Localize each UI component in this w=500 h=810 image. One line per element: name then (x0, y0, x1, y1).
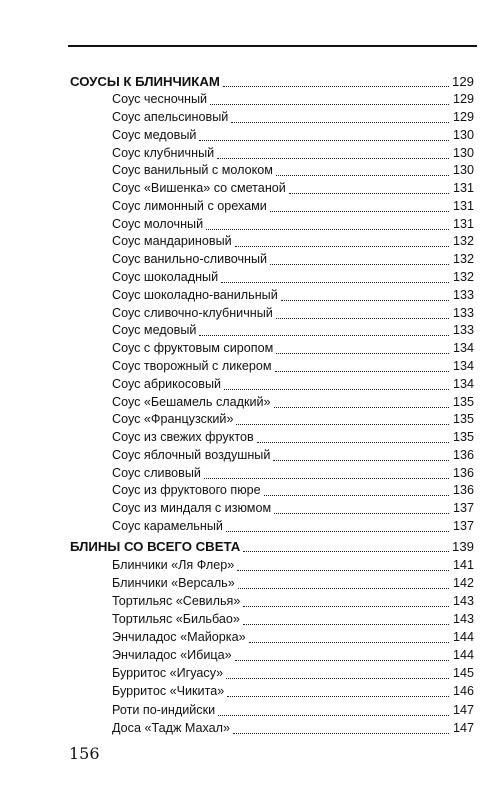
dot-leader (289, 193, 449, 194)
dot-leader (243, 606, 449, 607)
entry-page: 131 (452, 216, 474, 231)
entry-page: 130 (452, 127, 474, 142)
entry-title: Тортильяс «Бильбао» (112, 612, 240, 626)
dot-leader (223, 86, 449, 87)
toc-entry[interactable] (112, 110, 474, 127)
entry-page: 147 (452, 702, 474, 717)
entry-title: Соус молочный (112, 216, 204, 231)
entry-page: 135 (452, 394, 474, 409)
entry-title: Соус карамельный (112, 518, 223, 533)
entry-page: 131 (452, 181, 474, 196)
dot-leader (270, 211, 449, 212)
dot-leader (236, 424, 449, 425)
entry-page: 129 (452, 110, 474, 124)
entry-page: 132 (452, 252, 474, 267)
toc-entry[interactable] (112, 181, 474, 198)
entry-title: Бурритос «Игуасу» (112, 666, 224, 681)
entry-page: 137 (452, 501, 474, 516)
entry-page: 143 (452, 612, 474, 626)
entry-page: 134 (452, 358, 474, 373)
toc-entry[interactable] (112, 234, 474, 251)
dot-leader (281, 300, 449, 301)
dot-leader (204, 478, 449, 479)
dot-leader (199, 335, 449, 336)
toc-entry[interactable] (112, 146, 474, 163)
toc-entry[interactable] (112, 323, 474, 340)
toc-entry[interactable] (112, 288, 474, 305)
section-page: 139 (452, 539, 475, 554)
toc-entry[interactable] (112, 558, 474, 575)
entry-title: Бурритос «Чикита» (112, 684, 225, 699)
entry-page: 141 (452, 557, 474, 572)
entry-page: 135 (452, 412, 474, 427)
dot-leader (217, 158, 449, 159)
toc-entry[interactable] (112, 501, 474, 518)
toc-entry[interactable] (112, 703, 474, 720)
entry-page: 146 (452, 684, 474, 699)
entry-title: Соус из свежих фруктов (112, 430, 254, 444)
entry-page: 136 (452, 483, 474, 498)
entry-page: 130 (452, 145, 474, 160)
entry-page: 136 (452, 465, 474, 480)
dot-leader (233, 733, 449, 734)
entry-page: 144 (452, 630, 474, 645)
entry-title: Соус «Бешамель сладкий» (112, 394, 271, 409)
toc-entry[interactable] (112, 630, 474, 647)
dot-leader (221, 282, 449, 283)
entry-page: 132 (452, 270, 474, 284)
toc-entry[interactable] (112, 199, 474, 216)
entry-page: 129 (452, 92, 474, 107)
entry-page: 145 (452, 666, 474, 681)
entry-title: Соус абрикосовый (112, 376, 222, 391)
entry-page: 134 (452, 376, 474, 391)
dot-leader (276, 175, 449, 176)
page-number: 156 (69, 744, 100, 763)
entry-page: 143 (452, 593, 474, 608)
entry-page: 134 (452, 341, 474, 356)
dot-leader (226, 531, 449, 532)
entry-title: Соус «Вишенка» со сметаной (112, 181, 286, 196)
toc-entry[interactable] (112, 519, 474, 536)
entry-page: 142 (452, 575, 474, 590)
entry-page: 130 (452, 163, 474, 178)
entry-title: Соус из миндаля с изюмом (112, 501, 272, 516)
dot-leader (226, 678, 449, 679)
entry-title: Соус мандариновый (112, 234, 232, 249)
entry-title: Блинчики «Версаль» (112, 575, 235, 590)
entry-page: 131 (452, 198, 474, 213)
entry-title: Соус медовый (112, 323, 197, 338)
toc-entry[interactable] (112, 721, 474, 738)
toc-entry[interactable] (112, 648, 474, 665)
toc-entry[interactable] (112, 594, 474, 611)
section-title: БЛИНЫ СО ВСЕГО СВЕТА (70, 539, 241, 554)
toc-entry[interactable] (112, 448, 474, 465)
dot-leader (273, 460, 449, 461)
dot-leader (274, 513, 449, 514)
entry-title: Соус медовый (112, 127, 197, 142)
entry-title: Соус сливочно-клубничный (112, 305, 273, 320)
entry-title: Соус ванильный с молоком (112, 163, 273, 178)
entry-title: Энчиладос «Майорка» (112, 630, 246, 645)
toc-entry[interactable] (112, 270, 474, 287)
entry-page: 136 (452, 447, 474, 462)
entry-title: Соус лимонный с орехами (112, 198, 267, 213)
entry-title: Соус клубничный (112, 145, 215, 160)
section-page: 129 (452, 74, 475, 89)
dot-leader (243, 624, 449, 625)
entry-page: 133 (452, 323, 474, 338)
entry-page: 144 (452, 648, 474, 663)
entry-page: 132 (452, 234, 474, 249)
dot-leader (238, 588, 449, 589)
dot-leader (235, 246, 449, 247)
dot-leader (276, 318, 449, 319)
entry-title: Соус шоколадный (112, 270, 219, 284)
entry-title: Соус сливовый (112, 465, 201, 480)
entry-page: 133 (452, 305, 474, 320)
dot-leader (276, 353, 449, 354)
toc-entry[interactable] (112, 377, 474, 394)
entry-page: 133 (452, 287, 474, 302)
entry-page: 135 (452, 430, 474, 444)
toc-entry[interactable] (112, 483, 474, 500)
dot-leader (231, 122, 449, 123)
toc-entry[interactable] (112, 92, 474, 109)
entry-title: Блинчики «Ля Флер» (112, 557, 235, 572)
entry-title: Соус апельсиновый (112, 110, 229, 124)
toc-entry[interactable] (112, 359, 474, 376)
dot-leader (210, 104, 449, 105)
dot-leader (274, 407, 449, 408)
dot-leader (218, 715, 449, 716)
toc-entry[interactable] (112, 252, 474, 269)
toc-entry[interactable] (112, 395, 474, 412)
top-rule (68, 45, 477, 47)
dot-leader (227, 696, 449, 697)
toc-entry[interactable] (112, 217, 474, 234)
section-heading[interactable] (70, 74, 474, 91)
toc-entry[interactable] (112, 684, 474, 701)
toc-entry[interactable] (112, 666, 474, 683)
entry-title: Соус из фруктового пюре (112, 483, 261, 498)
toc-entry[interactable] (112, 128, 474, 145)
toc-entry[interactable] (112, 341, 474, 358)
dot-leader (235, 660, 449, 661)
dot-leader (237, 570, 449, 571)
toc-entry[interactable] (112, 430, 474, 447)
entry-title: Роти по-индийски (112, 702, 216, 717)
section-title: СОУСЫ К БЛИНЧИКАМ (70, 74, 220, 89)
entry-title: Соус «Французский» (112, 412, 234, 427)
dot-leader (243, 551, 449, 552)
entry-title: Тортильяс «Севилья» (112, 593, 241, 608)
toc-entry[interactable] (112, 576, 474, 593)
toc-entry[interactable] (112, 612, 474, 629)
toc-entry[interactable] (112, 412, 474, 429)
entry-page: 147 (452, 720, 474, 735)
entry-title: Соус с фруктовым сиропом (112, 341, 274, 356)
entry-page: 137 (452, 518, 474, 533)
entry-title: Энчиладос «Ибица» (112, 648, 232, 663)
toc-entry[interactable] (112, 466, 474, 483)
toc-entry[interactable] (112, 163, 474, 180)
entry-title: Соус шоколадно-ванильный (112, 287, 278, 302)
dot-leader (264, 495, 449, 496)
entry-title: Соус яблочный воздушный (112, 447, 271, 462)
entry-title: Соус ванильно-сливочный (112, 252, 268, 267)
dot-leader (257, 442, 449, 443)
dot-leader (199, 140, 449, 141)
section-heading[interactable] (70, 539, 474, 556)
toc-entry[interactable] (112, 306, 474, 323)
dot-leader (270, 264, 449, 265)
entry-title: Доса «Тадж Махал» (112, 720, 231, 735)
entry-title: Соус творожный с ликером (112, 358, 272, 373)
dot-leader (275, 371, 449, 372)
dot-leader (249, 642, 449, 643)
dot-leader (224, 389, 449, 390)
entry-title: Соус чесночный (112, 92, 208, 107)
dot-leader (206, 229, 449, 230)
